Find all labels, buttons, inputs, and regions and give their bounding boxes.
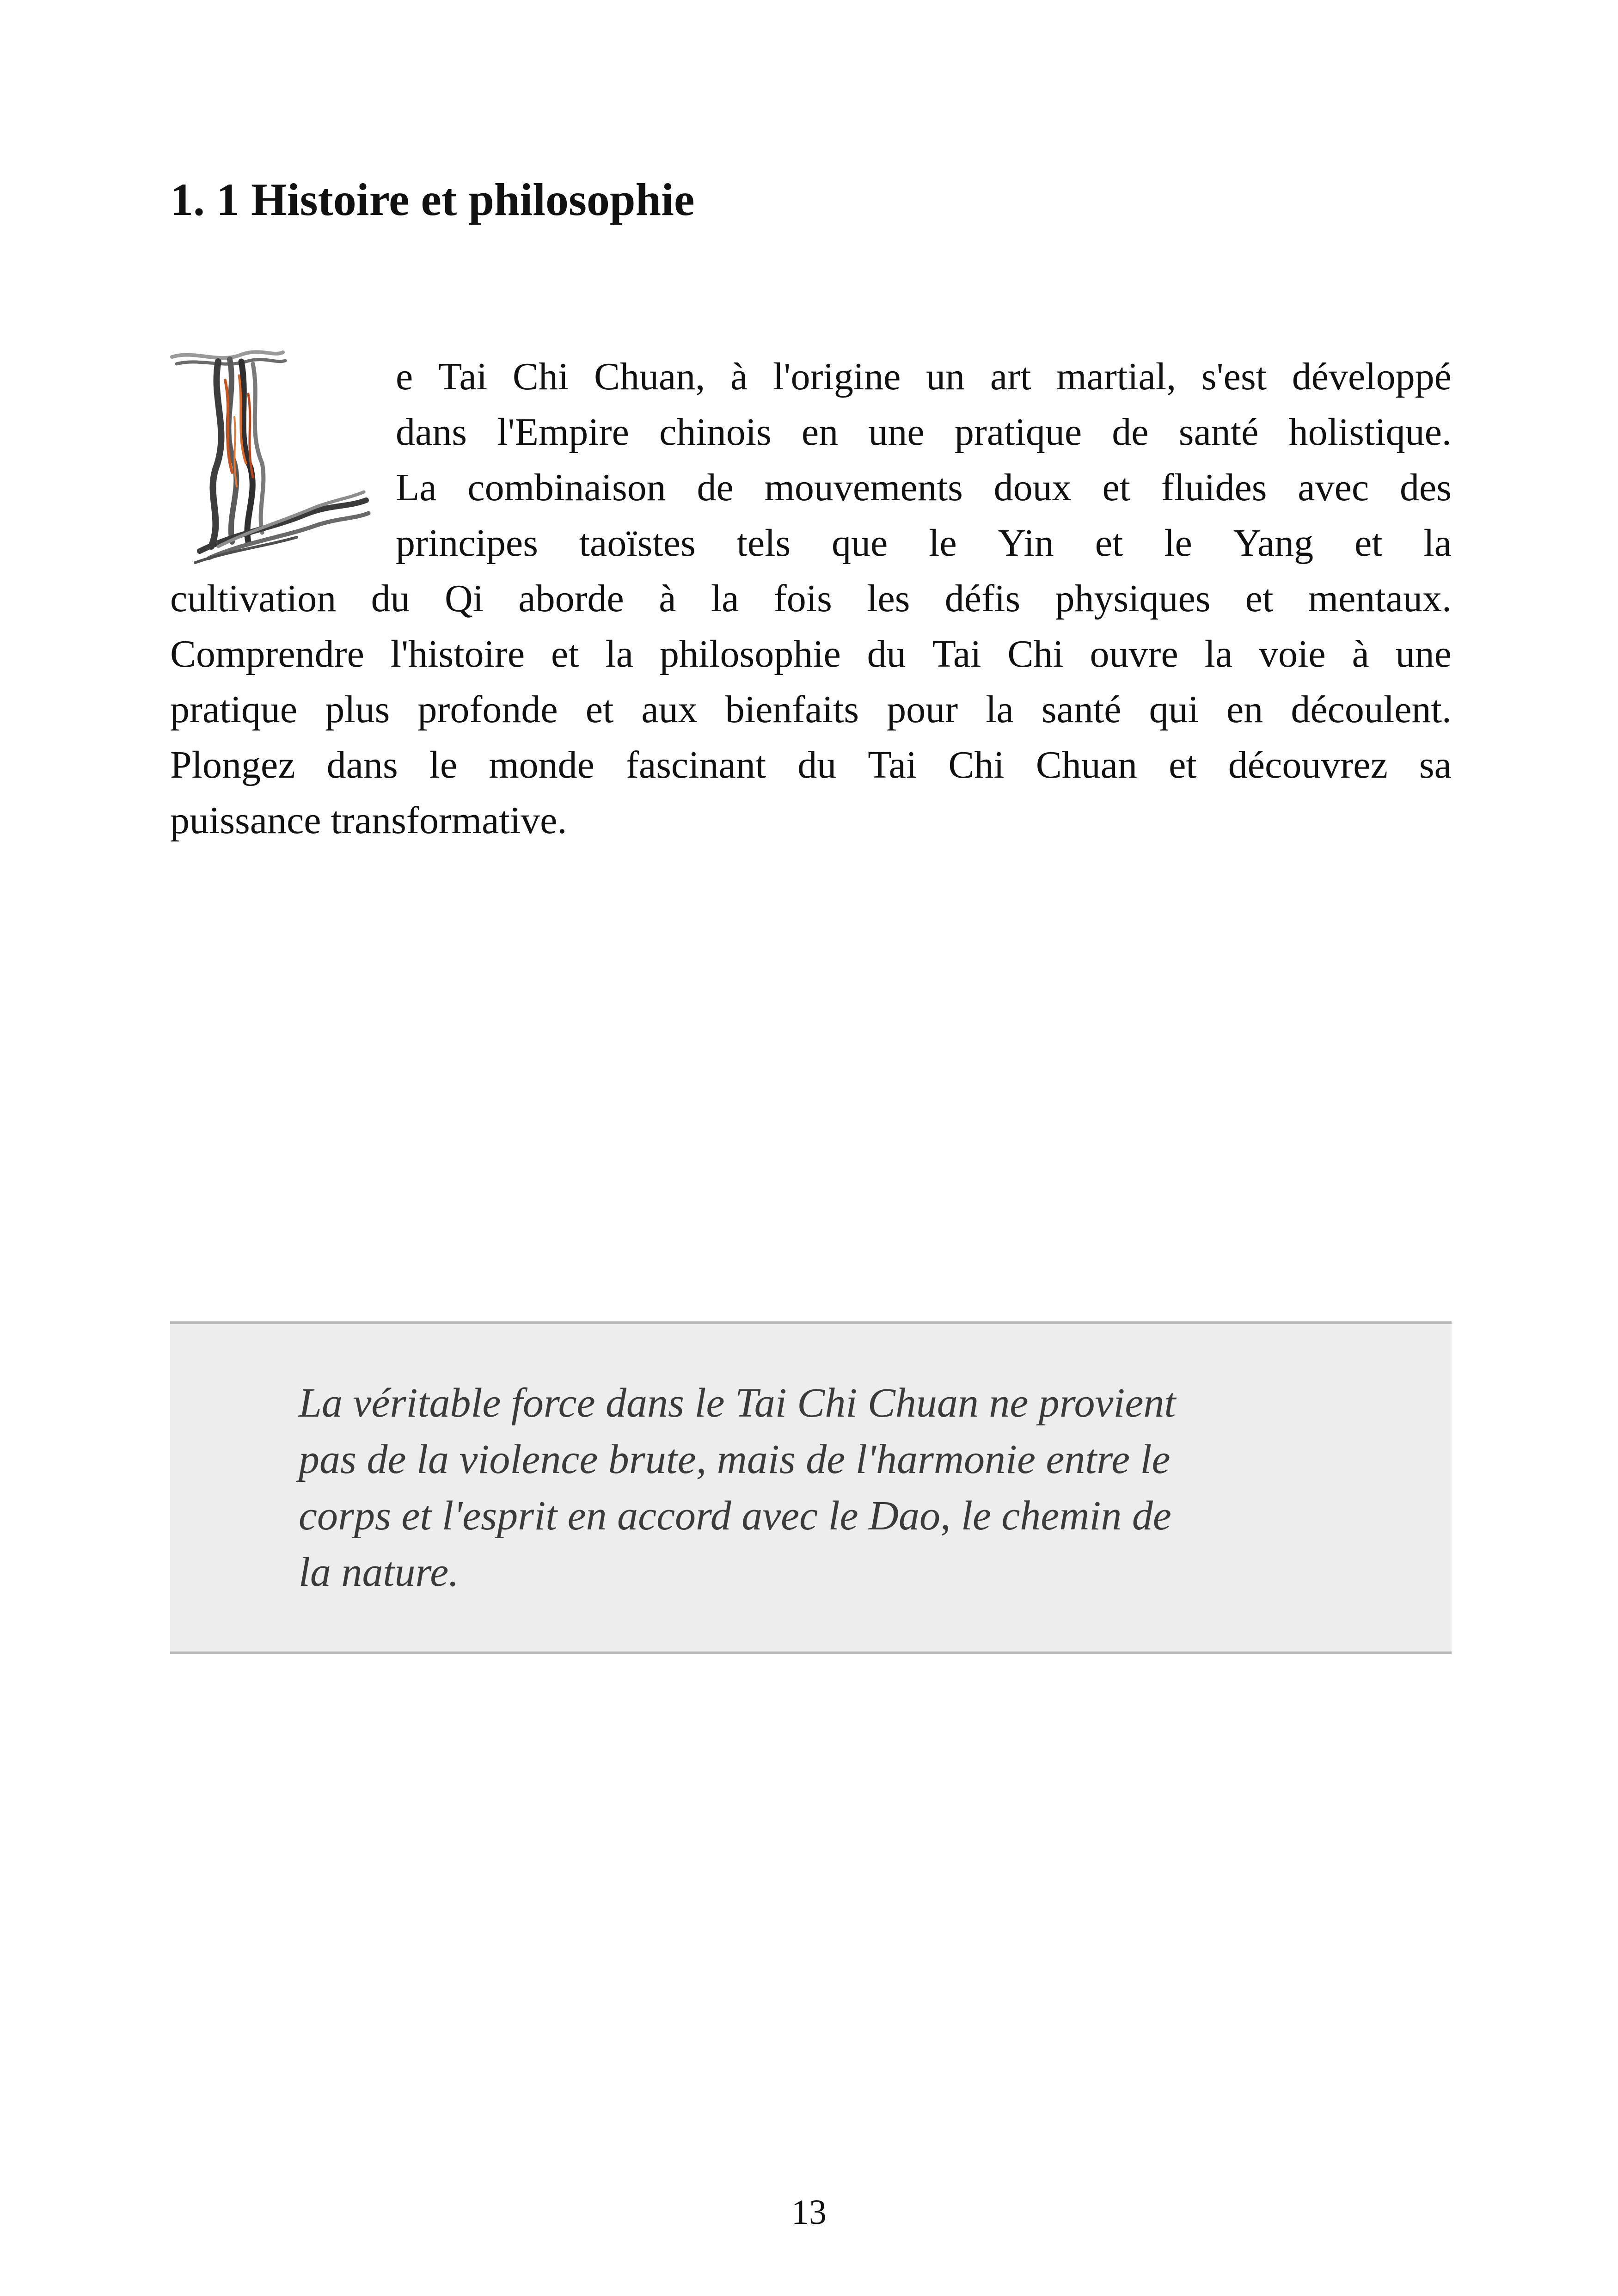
paragraph-word: en <box>801 411 839 454</box>
paragraph-word: monde <box>489 743 594 786</box>
quote-line: pas de la violence brute, mais de l'harmonie entre le <box>299 1437 1171 1482</box>
paragraph-word: sa <box>1419 743 1452 786</box>
paragraph-word: l'Empire <box>497 411 629 454</box>
paragraph-word: le <box>929 522 957 565</box>
paragraph-word: du <box>797 743 837 786</box>
paragraph-word: la <box>986 688 1014 731</box>
paragraph-line <box>170 629 1452 680</box>
paragraph-word: une <box>868 411 925 454</box>
paragraph-word: Chi <box>948 743 1005 786</box>
paragraph-word: philosophie <box>659 632 841 675</box>
paragraph-word: fluides <box>1161 466 1267 509</box>
paragraph-word: du <box>371 577 410 620</box>
paragraph-word: que <box>831 522 888 565</box>
paragraph-word: développé <box>1292 355 1452 398</box>
paragraph-word: et <box>585 688 614 731</box>
paragraph-word: découvrez <box>1228 743 1388 786</box>
paragraph-word: Chi <box>1007 632 1064 675</box>
paragraph-line: puissance transformative. <box>170 799 567 842</box>
paragraph-word: à <box>730 355 748 398</box>
paragraph-word: l'histoire <box>390 632 525 675</box>
paragraph-word: tels <box>736 522 791 565</box>
paragraph-word: physiques <box>1055 577 1211 620</box>
paragraph-word: défis <box>944 577 1021 620</box>
paragraph-word: la <box>711 577 739 620</box>
paragraph-word: un <box>926 355 965 398</box>
paragraph-line <box>170 740 1452 791</box>
paragraph-word: ouvre <box>1090 632 1178 675</box>
paragraph-line <box>396 462 1452 513</box>
paragraph-word: art <box>990 355 1031 398</box>
paragraph-word: Comprendre <box>170 632 364 675</box>
paragraph-word: martial, <box>1056 355 1177 398</box>
paragraph-word: principes <box>396 522 538 565</box>
paragraph-word: aborde <box>518 577 624 620</box>
paragraph-word: et <box>1095 522 1123 565</box>
paragraph-word: le <box>1164 522 1192 565</box>
paragraph-word: Yin <box>998 522 1054 565</box>
paragraph-word: Chuan, <box>594 355 705 398</box>
paragraph-word: de <box>697 466 734 509</box>
quote-line: corps et l'esprit en accord avec le Dao, le chemin de <box>299 1493 1171 1539</box>
paragraph-word: et <box>1245 577 1274 620</box>
paragraph-line <box>170 573 1452 624</box>
paragraph-word: mouvements <box>764 466 963 509</box>
paragraph-word: en <box>1226 688 1263 731</box>
paragraph-line <box>170 684 1452 735</box>
section-title: 1. 1 Histoire et philosophie <box>170 174 695 225</box>
paragraph-word: taoïstes <box>579 522 696 565</box>
paragraph-word: aux <box>641 688 698 731</box>
paragraph-word: et <box>1102 466 1131 509</box>
paragraph-word: profonde <box>417 688 558 731</box>
paragraph-word: mentaux. <box>1308 577 1452 620</box>
paragraph-word: qui <box>1149 688 1199 731</box>
paragraph-word: Chuan <box>1036 743 1138 786</box>
paragraph-word: avec <box>1298 466 1369 509</box>
paragraph-word: cultivation <box>170 577 337 620</box>
paragraph-word: e <box>396 355 413 398</box>
paragraph-line <box>396 407 1452 458</box>
paragraph-word: s'est <box>1201 355 1267 398</box>
paragraph-word: les <box>867 577 910 620</box>
paragraph-word: santé <box>1178 411 1259 454</box>
paragraph-word: chinois <box>659 411 772 454</box>
paragraph-word: pour <box>887 688 958 731</box>
paragraph-word: dans <box>396 411 467 454</box>
quote-line: la nature. <box>299 1549 459 1595</box>
paragraph-word: santé <box>1041 688 1122 731</box>
paragraph-word: l'origine <box>773 355 901 398</box>
paragraph-word: la <box>1423 522 1452 565</box>
paragraph-word: le <box>429 743 458 786</box>
paragraph-word: Yang <box>1233 522 1314 565</box>
paragraph-word: la <box>1204 632 1233 675</box>
paragraph-line <box>396 351 1452 402</box>
paragraph-word: voie <box>1259 632 1326 675</box>
drop-cap-illustration <box>167 348 371 565</box>
paragraph-word: fascinant <box>625 743 766 786</box>
paragraph-word: de <box>1112 411 1149 454</box>
paragraph-word: à <box>659 577 676 620</box>
paragraph-word: La <box>396 466 437 509</box>
paragraph-word: des <box>1399 466 1452 509</box>
quote-line: La véritable force dans le Tai Chi Chuan ne provient <box>299 1380 1176 1426</box>
paragraph-word: doux <box>993 466 1072 509</box>
paragraph-word: une <box>1395 632 1452 675</box>
paragraph-word: pratique <box>954 411 1082 454</box>
paragraph-word: à <box>1352 632 1369 675</box>
quote-text <box>299 1375 1362 1601</box>
quote-box <box>170 1321 1452 1654</box>
paragraph-word: découlent. <box>1291 688 1452 731</box>
decorative-initial-l-icon <box>167 348 371 565</box>
paragraph-word: Qi <box>444 577 484 620</box>
paragraph-word: fois <box>773 577 832 620</box>
paragraph-word: du <box>867 632 906 675</box>
paragraph-word: et <box>551 632 579 675</box>
paragraph-word: dans <box>326 743 398 786</box>
paragraph-word: Tai <box>932 632 981 675</box>
paragraph-word: holistique. <box>1288 411 1452 454</box>
paragraph-word: la <box>605 632 634 675</box>
paragraph-word: plus <box>325 688 390 731</box>
page-number: 13 <box>791 2193 827 2232</box>
paragraph-word: pratique <box>170 688 298 731</box>
paragraph-word: Chi <box>512 355 569 398</box>
paragraph-word: combinaison <box>467 466 666 509</box>
paragraph-word: Tai <box>868 743 917 786</box>
paragraph-word: et <box>1354 522 1383 565</box>
paragraph-word: bienfaits <box>725 688 859 731</box>
paragraph-word: Tai <box>438 355 488 398</box>
paragraph-line <box>396 518 1452 569</box>
paragraph-word: Plongez <box>170 743 295 786</box>
paragraph-word: et <box>1169 743 1197 786</box>
